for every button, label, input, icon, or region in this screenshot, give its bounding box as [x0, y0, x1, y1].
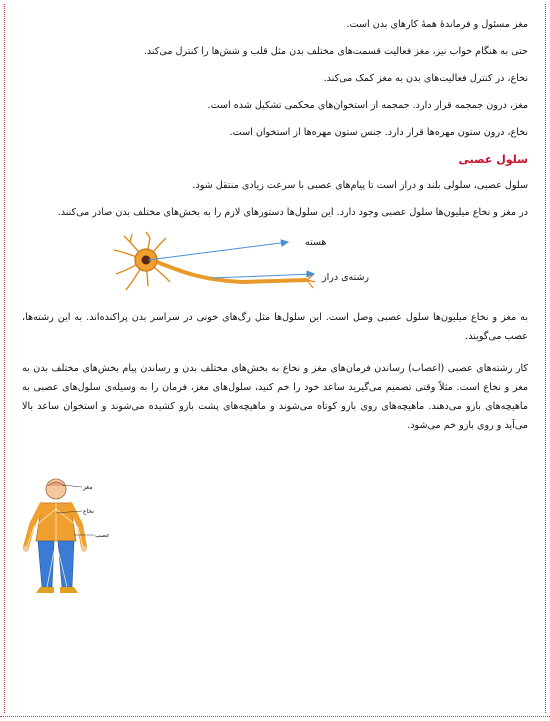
neuron-illustration [102, 230, 322, 298]
paragraph: نخاع، درون ستون مهره‌ها قرار دارد. جنس ستون مهره‌ها از استخوان است. [229, 127, 528, 138]
paragraph: کار رشته‌های عصبی (اعصاب) رساندن فرمان‌های مغز و نخاع به بخش‌های مختلف بدن و رساندن پیام بخش‌های مختلف بدن به مغز و نخاع است. مثلاً وقتی تصمیم می‌گیرید ساعد خود را خم کنید، سلول‌های مغز، فرمان را به وسیله‌ی سلول‌های عصبی به ماهیچه‌های بازو می‌دهند. ماهیچه‌های روی بازو کوتاه می‌شوند و ماهیچه‌های پشت بازو کشیده می‌شوند و استخوان ساعد بالا می‌آید و روی بازو خم می‌شود. [22, 363, 528, 431]
paragraph: مغز، درون جمجمه قرار دارد. جمجمه از استخوان‌های محکمی تشکیل شده است. [207, 100, 528, 111]
left-hand [23, 546, 29, 552]
axon [157, 262, 307, 282]
label-nucleus: هسته [305, 237, 327, 248]
paragraph: به مغز و نخاع میلیون‌ها سلول عصبی وصل است. این سلول‌ها مثل رگ‌های خونی در سراسر بدن پراکنده‌اند. به این رشته‌ها، عصب می‌گویند. [22, 312, 528, 342]
right-hand [81, 546, 87, 552]
pointer-arrows [148, 240, 314, 278]
left-foot [36, 587, 54, 593]
label-axon: رشته‌ی دراز [322, 272, 370, 283]
label-brain: مغز [83, 484, 93, 491]
document-body [22, 18, 528, 448]
bottom-rule [0, 716, 550, 717]
right-foot [60, 587, 78, 593]
nervous-system-figure [18, 475, 118, 600]
paragraph: حتی به هنگام خواب نیز، مغز فعالیت قسمت‌های مختلف بدن مثل قلب و شش‌ها را کنترل می‌کند. [143, 46, 528, 57]
right-leg [58, 541, 74, 587]
label-spinal-cord: نخاع [83, 508, 94, 515]
paragraph: مغز مسئول و فرماندهٔ همهٔ کارهای بدن است. [346, 19, 528, 30]
label-nerve: عصب [95, 532, 110, 539]
neuron-figure [22, 230, 528, 298]
paragraph: در مغز و نخاع میلیون‌ها سلول عصبی وجود دارد. این سلول‌ها دستورهای لازم را به بخش‌های مختلف بدن صادر می‌کنند. [57, 207, 528, 218]
paragraph: نخاع، در کنترل فعالیت‌های بدن به مغز کمک می‌کند. [323, 73, 528, 84]
paragraph: سلول عصبی، سلولی بلند و دراز است تا پیام‌های عصبی با سرعت زیادی منتقل شود. [192, 180, 528, 191]
section-heading: سلول عصبی [458, 153, 528, 166]
